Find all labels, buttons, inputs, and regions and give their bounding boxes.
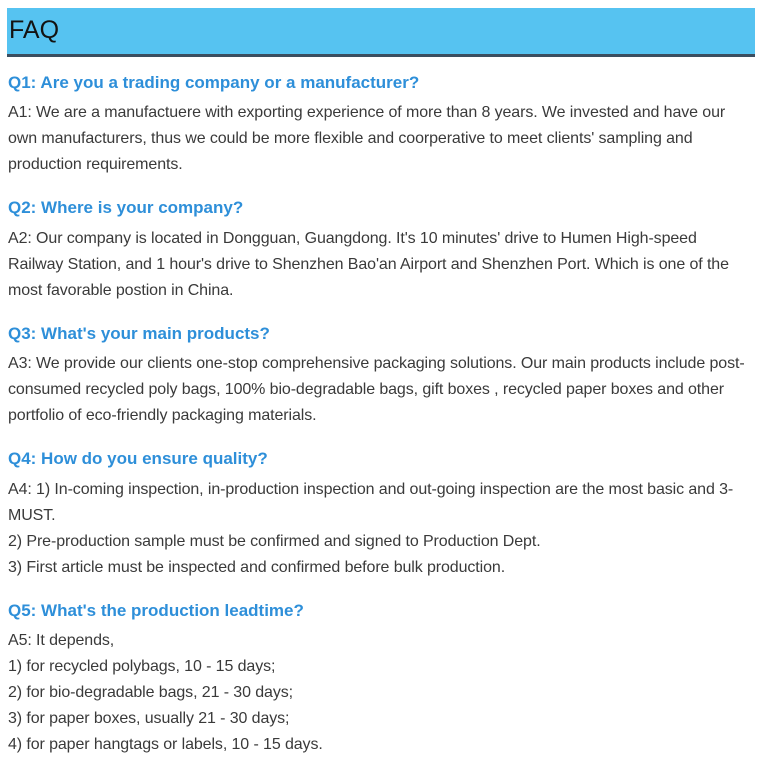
faq-header-bar	[7, 8, 755, 57]
faq-question: Q4: How do you ensure quality?	[8, 449, 268, 469]
faq-item	[8, 449, 753, 580]
faq-answer-line: 3) First article must be inspected and confirmed before bulk production.	[8, 558, 506, 576]
faq-item	[8, 73, 753, 178]
faq-item	[8, 198, 753, 303]
faq-answer	[8, 226, 753, 304]
faq-answer-line: 4) for paper hangtags or labels, 10 - 15 days.	[8, 735, 323, 753]
faq-page	[0, 8, 765, 766]
faq-item	[8, 601, 753, 758]
faq-answer	[8, 351, 753, 429]
faq-answer-line: A4: 1) In-coming inspection, in-production inspection and out-going inspection are the most basic and 3-MUST.	[8, 480, 734, 524]
faq-answer-line: 3) for paper boxes, usually 21 - 30 days;	[8, 709, 290, 727]
faq-answer-line: 1) for recycled polybags, 10 - 15 days;	[8, 657, 276, 675]
faq-answer-line: A1: We are a manufactuere with exporting experience of more than 8 years. We invested and have our own manufacturers, thus we could be more flexible and coorperative to meet clients' sampling and production requirements.	[8, 104, 726, 174]
faq-answer-line: 2) for bio-degradable bags, 21 - 30 days;	[8, 683, 293, 701]
faq-answer-line: A5: It depends,	[8, 631, 115, 649]
faq-question: Q5: What's the production leadtime?	[8, 600, 304, 620]
faq-question: Q2: Where is your company?	[8, 198, 244, 218]
faq-question: Q1: Are you a trading company or a manufacturer?	[8, 73, 420, 92]
faq-content	[0, 57, 765, 766]
faq-answer	[8, 100, 753, 178]
faq-answer	[8, 628, 753, 758]
faq-item	[8, 324, 753, 429]
faq-question: Q3: What's your main products?	[8, 323, 270, 343]
faq-answer-line: A3: We provide our clients one-stop comprehensive packaging solutions. Our main products include post-consumed recycled poly bags, 100% bio-degradable bags, gift boxes , recycled paper boxes and other portfolio of eco-friendly packaging materials.	[8, 355, 745, 425]
faq-answer-line: 2) Pre-production sample must be confirmed and signed to Production Dept.	[8, 532, 541, 550]
faq-answer	[8, 477, 753, 581]
faq-section-title: FAQ	[9, 15, 60, 44]
faq-answer-line: A2: Our company is located in Dongguan, Guangdong. It's 10 minutes' drive to Humen High-speed Railway Station, and 1 hour's drive to Shenzhen Bao'an Airport and Shenzhen Port. Which is one of the most favorable postion in China.	[8, 229, 729, 299]
